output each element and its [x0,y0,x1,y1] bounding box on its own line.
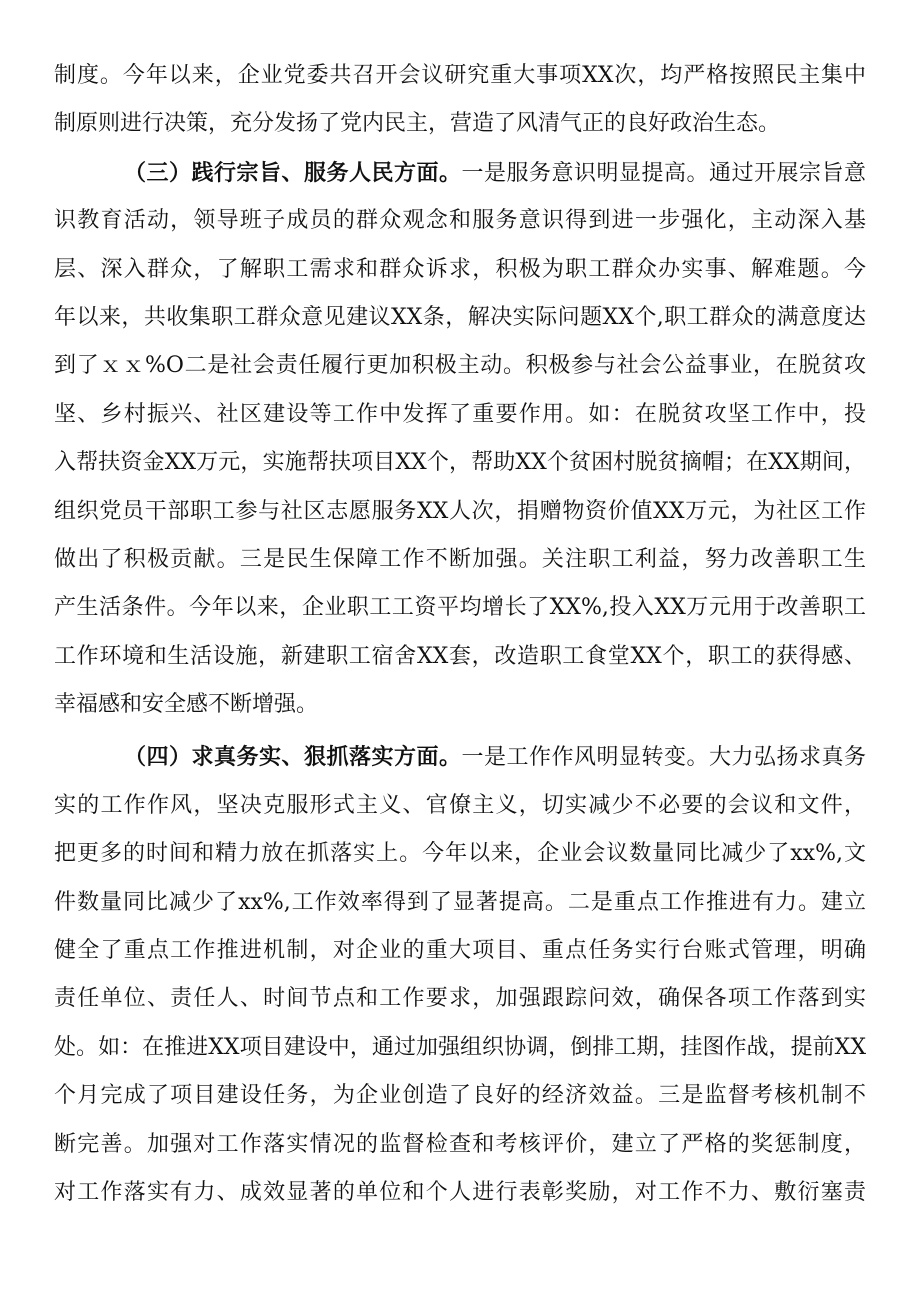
section-heading: （三）践行宗旨、服务人民方面。 [124,159,462,186]
text-line: 做出了积极贡献。三是民生保障工作不断加强。关注职工利益，努力改善职工生 [54,546,866,572]
paragraph-3 [54,733,866,1217]
text-line: 识教育活动，领导班子成员的群众观念和服务意识得到进一步强化，主动深入基 [54,208,866,234]
paragraph-2 [54,149,866,730]
text-line: 件数量同比减少了xx%,工作效率得到了显著提高。二是重点工作推进有力。建立 [54,889,866,915]
text-line: 幸福感和安全感不断增强。 [54,692,319,718]
text-line: 制度。今年以来，企业党委共召开会议研究重大事项XX次，均严格按照民主集中 [54,63,866,88]
text-line: 层、深入群众，了解职工需求和群众诉求，积极为职工群众办实事、解难题。今 [54,256,866,282]
text-line: 工作环境和生活设施，新建职工宿舍XX套，改造职工食堂XX个，职工的获得感、 [54,643,866,669]
text-line: 组织党员干部职工参与社区志愿服务XX人次，捐赠物资价值XX万元，为社区工作 [54,498,866,524]
text-line [54,149,866,197]
text-line: 责任单位、责任人、时间节点和工作要求，加强跟踪问效，确保各项工作落到实 [54,986,866,1012]
text-line: 把更多的时间和精力放在抓落实上。今年以来，企业会议数量同比减少了xx%,文 [54,841,866,867]
text-line: 处。如：在推进XX项目建设中，通过加强组织协调，倒排工期，挂图作战，提前XX [54,1034,866,1060]
text-line: 入帮扶资金XX万元，实施帮扶项目XX个，帮助XX个贫困村脱贫摘帽；在XX期间， [54,450,866,476]
text-line: 产生活条件。今年以来，企业职工工资平均增长了XX%,投入XX万元用于改善职工 [54,595,866,621]
text-line: 断完善。加强对工作落实情况的监督检查和考核评价，建立了严格的奖惩制度， [54,1131,866,1157]
text-line: 个月完成了项目建设任务，为企业创造了良好的经济效益。三是监督考核机制不 [54,1083,866,1109]
section-heading: （四）求真务实、狠抓落实方面。 [124,744,462,771]
text-run: 一是服务意识明显提高。通过开展宗旨意 [461,160,866,186]
paragraph-1 [54,52,866,149]
text-line: 制原则进行决策，充分发扬了党内民主，营造了风清气正的良好政治生态。 [54,111,781,137]
text-run: 一是工作作风明显转变。大力弘扬求真务 [461,745,866,771]
text-line: 年以来，共收集职工群众意见建议XX条，解决实际问题XX个,职工群众的满意度达 [54,304,866,330]
text-line: 实的工作作风，坚决克服形式主义、官僚主义，切实减少不必要的会议和文件， [54,792,866,818]
text-line: 坚、乡村振兴、社区建设等工作中发挥了重要作用。如：在脱贫攻坚工作中，投 [54,401,866,427]
text-line: 健全了重点工作推进机制，对企业的重大项目、重点任务实行台账式管理，明确 [54,938,866,964]
text-line: 对工作落实有力、成效显著的单位和个人进行表彰奖励，对工作不力、敷衍塞责 [54,1179,866,1205]
text-line: 到了ｘｘ%O二是社会责任履行更加积极主动。积极参与社会公益事业，在脱贫攻 [54,353,866,379]
text-line [54,733,866,781]
